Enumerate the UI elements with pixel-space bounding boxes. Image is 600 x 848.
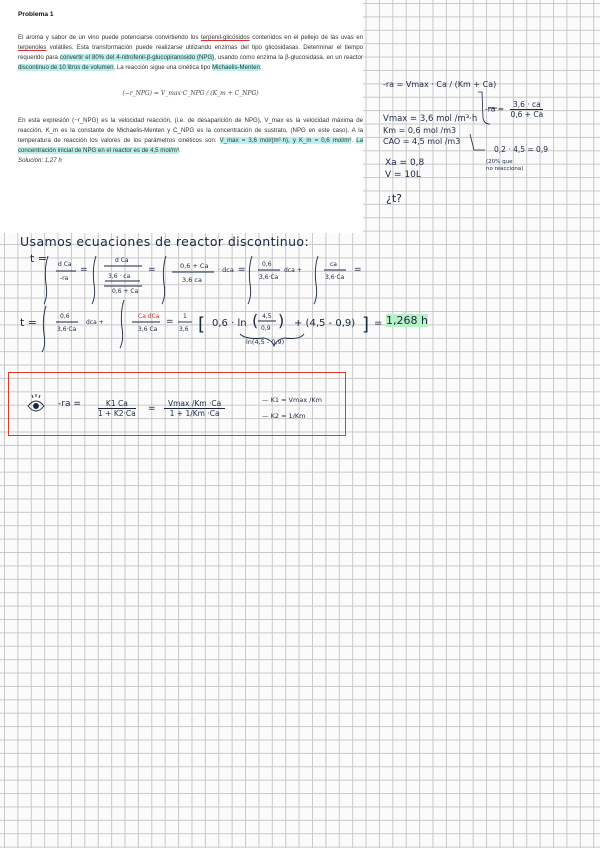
box-fraction-2 <box>164 399 225 418</box>
box-fraction-1 <box>98 399 136 418</box>
box-equals: = <box>148 404 156 414</box>
svg-text:0,6 · ln: 0,6 · ln <box>212 318 247 329</box>
box-k2-text: K2 = 1/Km <box>270 412 306 420</box>
svg-text:ca: ca <box>330 261 337 268</box>
svg-text:=: = <box>166 317 174 327</box>
statement-segment: discontinuo de 10 litros de volumen <box>18 63 114 71</box>
svg-text:· dca: · dca <box>218 266 234 274</box>
statement-segment: Michaelis-Menten <box>212 63 260 71</box>
svg-text:-ra: -ra <box>60 275 69 282</box>
box-lhs: -ra = <box>58 399 81 409</box>
svg-text:3,6 Ca: 3,6 Ca <box>138 326 158 333</box>
handwritten-title: Usamos ecuaciones de reactor discontinuo: <box>20 234 310 249</box>
svg-text:3,6 ca: 3,6 ca <box>182 276 202 284</box>
rate-sub-lhs: -ra = <box>485 104 505 114</box>
statement-segment: terpenil-glicósidos <box>200 33 250 41</box>
box-k1: — K1 = Vmax /Km <box>262 396 323 404</box>
svg-text:t =: t = <box>20 316 38 329</box>
svg-text:=: = <box>374 318 383 329</box>
svg-text:3,6: 3,6 <box>179 326 189 333</box>
box-den2: 1 + 1/Km ·Ca <box>169 409 220 418</box>
km-value: Km = 0,6 mol /m3 <box>383 126 457 135</box>
statement-segment: contenidos en el pellejo de las uvas en <box>249 33 363 41</box>
statement-segment: El aroma y sabor de un vino puede potenciarse convirtiendo los <box>18 33 201 41</box>
svg-text:1: 1 <box>183 313 187 320</box>
cao-value: CAO = 4,5 mol /m3 <box>383 137 461 146</box>
question-t: ¿t? <box>386 192 402 205</box>
ca-calculation: 0,2 · 4,5 = 0,9 <box>494 145 548 154</box>
svg-text:]: ] <box>362 314 370 335</box>
box-num2: Vmax /Km ·Ca <box>164 399 225 409</box>
svg-text:Ca dCa: Ca dCa <box>138 313 160 320</box>
solution-line: Solución: 1,27 h <box>18 157 62 165</box>
box-equation <box>58 399 81 409</box>
volume-value: V = 10L <box>385 170 421 180</box>
statement-segment: convertir el 80% del 4-nitrofenil-β-glucopiranosido (NPG) <box>59 53 215 61</box>
svg-text:d Ca: d Ca <box>115 257 129 264</box>
explanation-segment: . <box>178 147 181 155</box>
svg-text:3,6 · ca: 3,6 · ca <box>108 273 131 280</box>
box-num1: K1 Ca <box>98 399 136 409</box>
rate-sub-numerator: 3,6 · ca <box>510 100 543 110</box>
vmax-value: Vmax = 3,6 mol /m³·h <box>383 114 478 124</box>
svg-text:0,9: 0,9 <box>261 325 271 332</box>
svg-text:): ) <box>278 311 285 330</box>
statement-segment: , usando como enzima la β-glucosidasa, en un reactor <box>214 53 363 61</box>
svg-text:dca +: dca + <box>86 319 104 326</box>
svg-text:=: = <box>80 265 88 275</box>
rate-equation: (−r_NPG) = V_max·C_NPG / (K_m + C_NPG) <box>122 89 259 97</box>
svg-text:(: ( <box>252 311 259 330</box>
result-highlight: 1,268 h <box>386 314 428 327</box>
svg-text:3,6·Ca: 3,6·Ca <box>259 274 279 281</box>
rate-law: -ra = Vmax · Ca / (Km + Ca) <box>383 80 497 89</box>
svg-text:=: = <box>354 265 362 275</box>
svg-text:=: = <box>238 265 246 275</box>
statement-segment: volátiles. Esta transformación puede realizarse utilizando enzimas del tipo glicosidasas. Determinar el tiempo requerido para <box>18 43 363 61</box>
svg-text:0,6: 0,6 <box>60 313 70 320</box>
box-k1-text: K1 = Vmax /Km <box>270 396 323 404</box>
svg-text:d Ca: d Ca <box>58 261 72 268</box>
statement-segment: . La reacción sigue una cinética tipo <box>113 63 213 71</box>
ca-note-line2: no reacciona) <box>486 166 524 172</box>
log-note: ln(4,5 - 0,9) <box>246 338 285 346</box>
explanation-segment: La concentración inicial de NPG en el reactor es de 4,5 mol/m³ <box>18 137 363 155</box>
rate-sub-denominator: 0,6 + Ca <box>510 110 544 119</box>
time-symbol: t = <box>30 252 48 265</box>
svg-text:+ (4,5 - 0,9): + (4,5 - 0,9) <box>294 318 356 329</box>
svg-text:[: [ <box>198 314 206 335</box>
problem-title: Problema 1 <box>18 11 54 18</box>
svg-text:dca +: dca + <box>284 267 302 274</box>
ca-note-line1: (20% que <box>486 159 513 165</box>
xa-value: Xa = 0,8 <box>385 158 425 168</box>
statement-segment: terpenoles <box>18 43 47 51</box>
svg-text:3,6·Ca: 3,6·Ca <box>325 274 345 281</box>
explanation-segment: En esta expresión (−r_NPG) es la velocidad reacción, (i.e. de desaparición de NPG), V_max es la velocidad máxima de reacción, K_m es la constante de Michaelis-Menten y C_NPG es la concentración de sustrato, (NPG en este caso). A la temperatura de reacción los valores de los parámetros cinéticos son: <box>18 117 363 145</box>
svg-text:0,6 + Ca: 0,6 + Ca <box>112 288 139 295</box>
explanation-segment: V_max = 3,6 mol/(m³·h), y K_m = 0,6 mol/m³ <box>219 137 352 145</box>
statement-segment: : <box>259 63 262 71</box>
svg-text:0,6: 0,6 <box>262 261 272 268</box>
svg-text:3,6·Ca: 3,6·Ca <box>57 326 77 333</box>
svg-text:0,6 + Ca: 0,6 + Ca <box>180 262 209 270</box>
svg-text:=: = <box>148 265 156 275</box>
box-k2: — K2 = 1/Km <box>262 412 306 420</box>
box-den1: 1 + K2·Ca <box>98 409 136 418</box>
svg-text:4,5: 4,5 <box>262 313 272 320</box>
explanation-segment: . <box>351 137 357 145</box>
